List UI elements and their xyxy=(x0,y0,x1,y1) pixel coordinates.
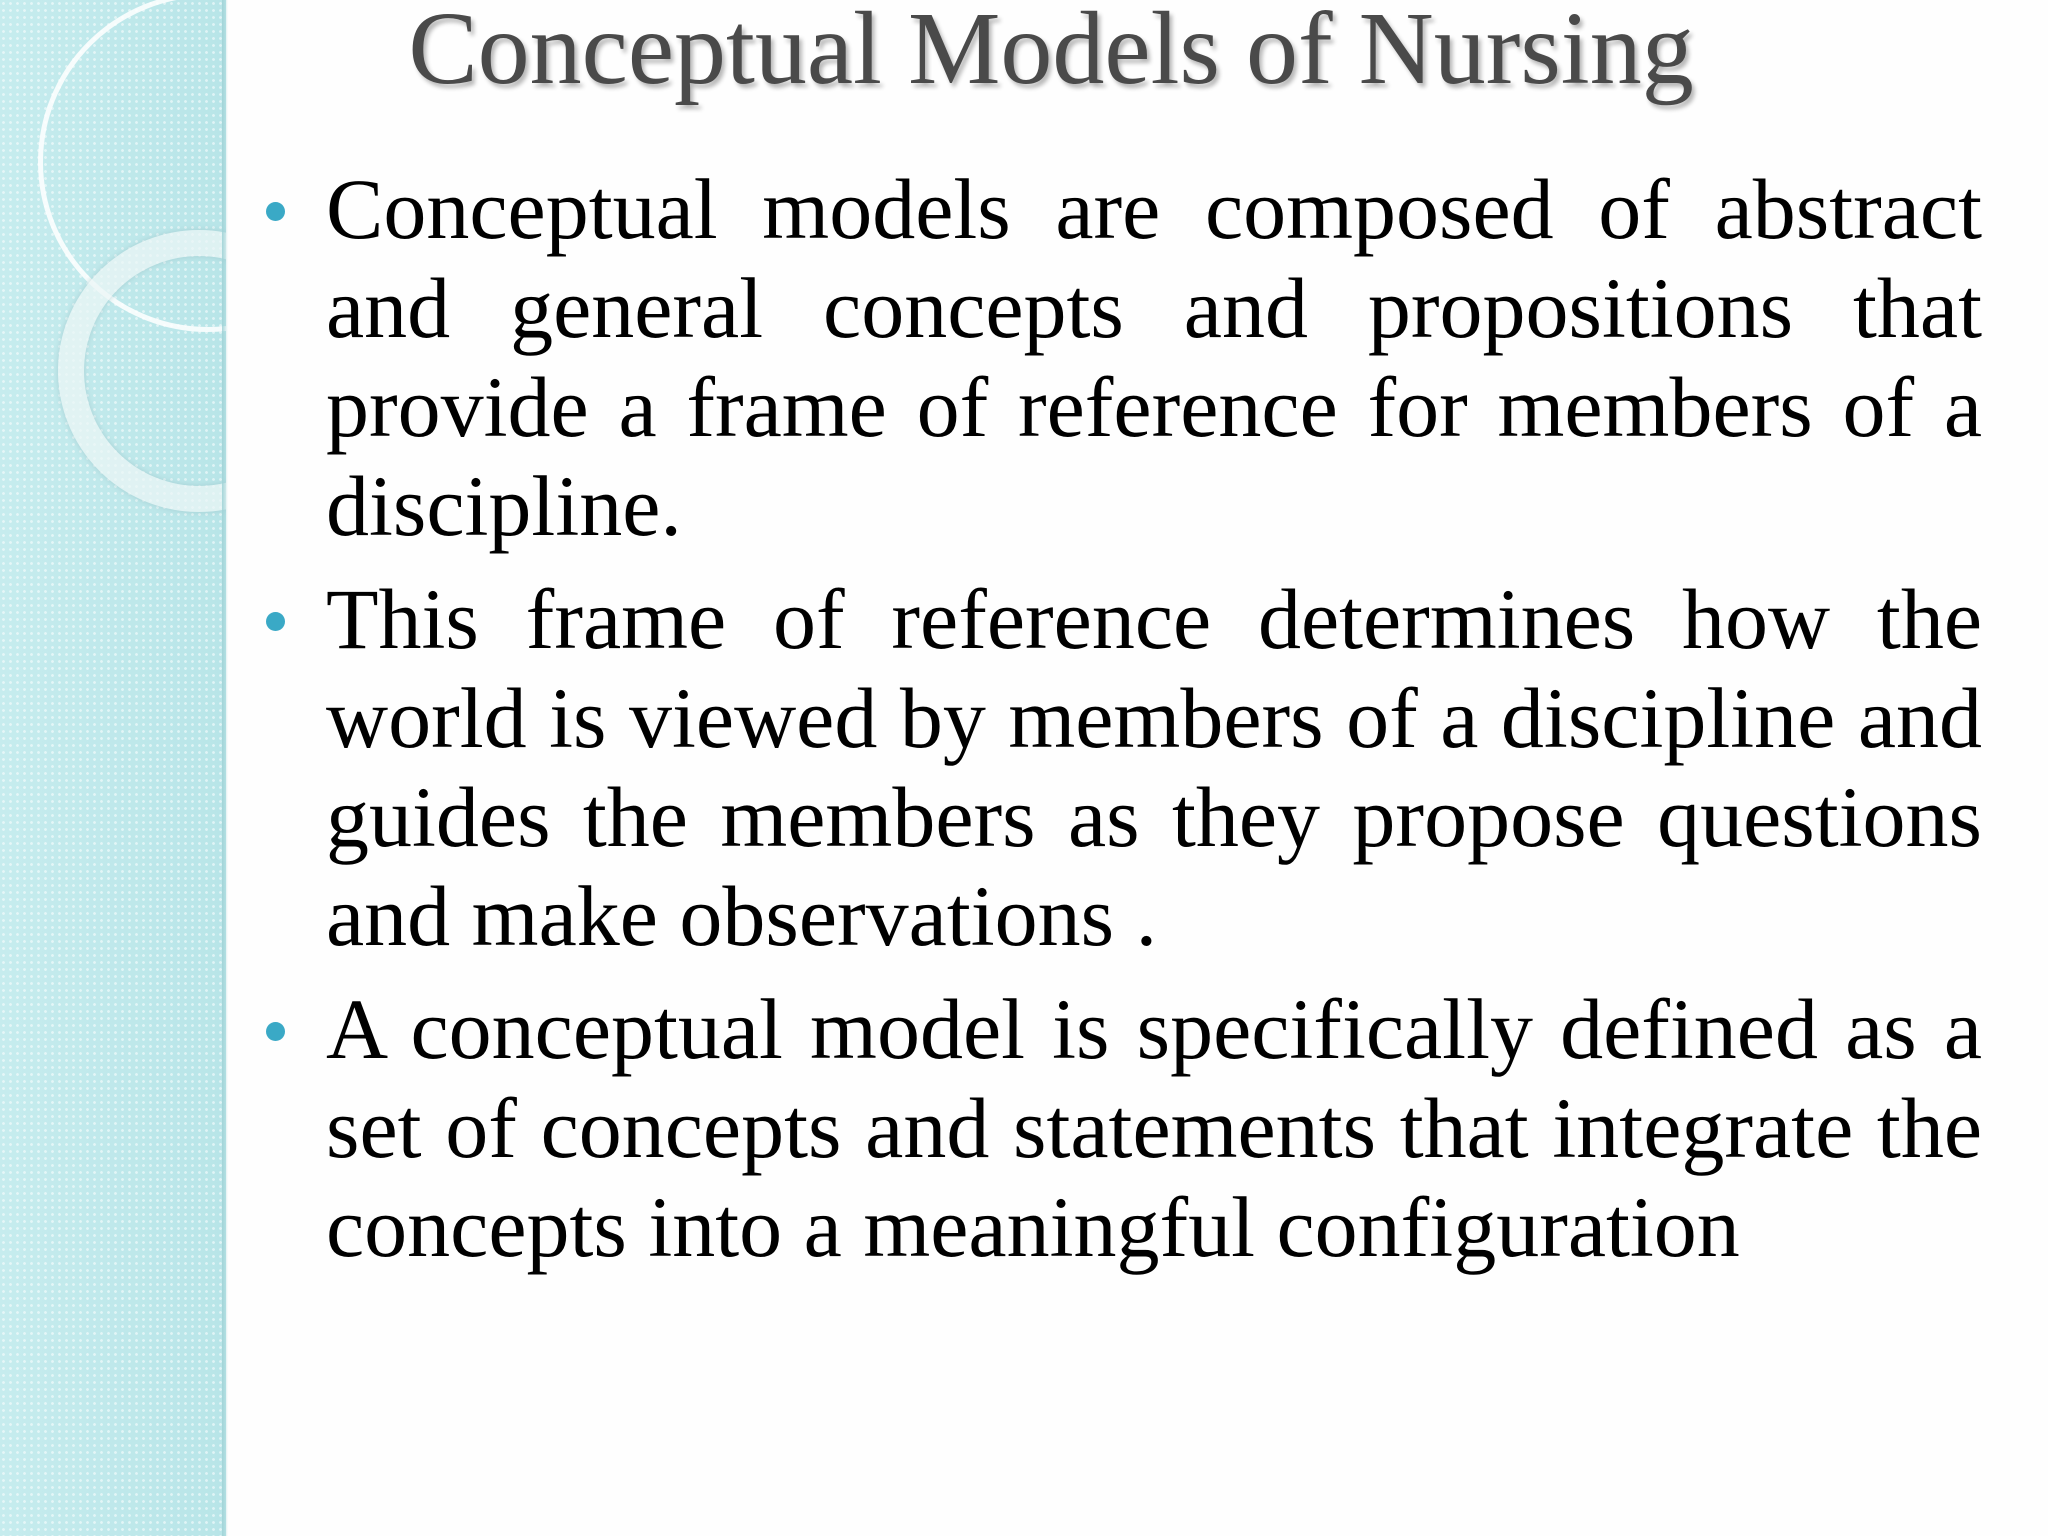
decorative-rings xyxy=(0,0,226,1536)
bullet-text: A conceptual model is specifically defined as a set of concepts and statements that integrate the concepts into a meaningful configuration xyxy=(326,981,1982,1275)
band-edge-divider xyxy=(222,0,228,1536)
bullet-dot-icon xyxy=(266,1022,285,1041)
bullet-item xyxy=(262,160,1982,556)
bullet-dot-icon xyxy=(266,612,285,631)
bullet-text: This frame of reference determines how the world is viewed by members of a discipline and guides the members as they propose questions and make observations . xyxy=(326,571,1982,964)
bullet-item xyxy=(262,570,1982,966)
slide-title: Conceptual Models of Nursing xyxy=(408,0,1694,106)
decorative-side-band xyxy=(0,0,226,1536)
bullet-item xyxy=(262,980,1982,1277)
bullet-dot-icon xyxy=(266,202,285,221)
bullet-text: Conceptual models are composed of abstract and general concepts and propositions that provide a frame of reference for members of a discipline. xyxy=(326,161,1982,554)
bullet-list xyxy=(262,160,1982,1291)
